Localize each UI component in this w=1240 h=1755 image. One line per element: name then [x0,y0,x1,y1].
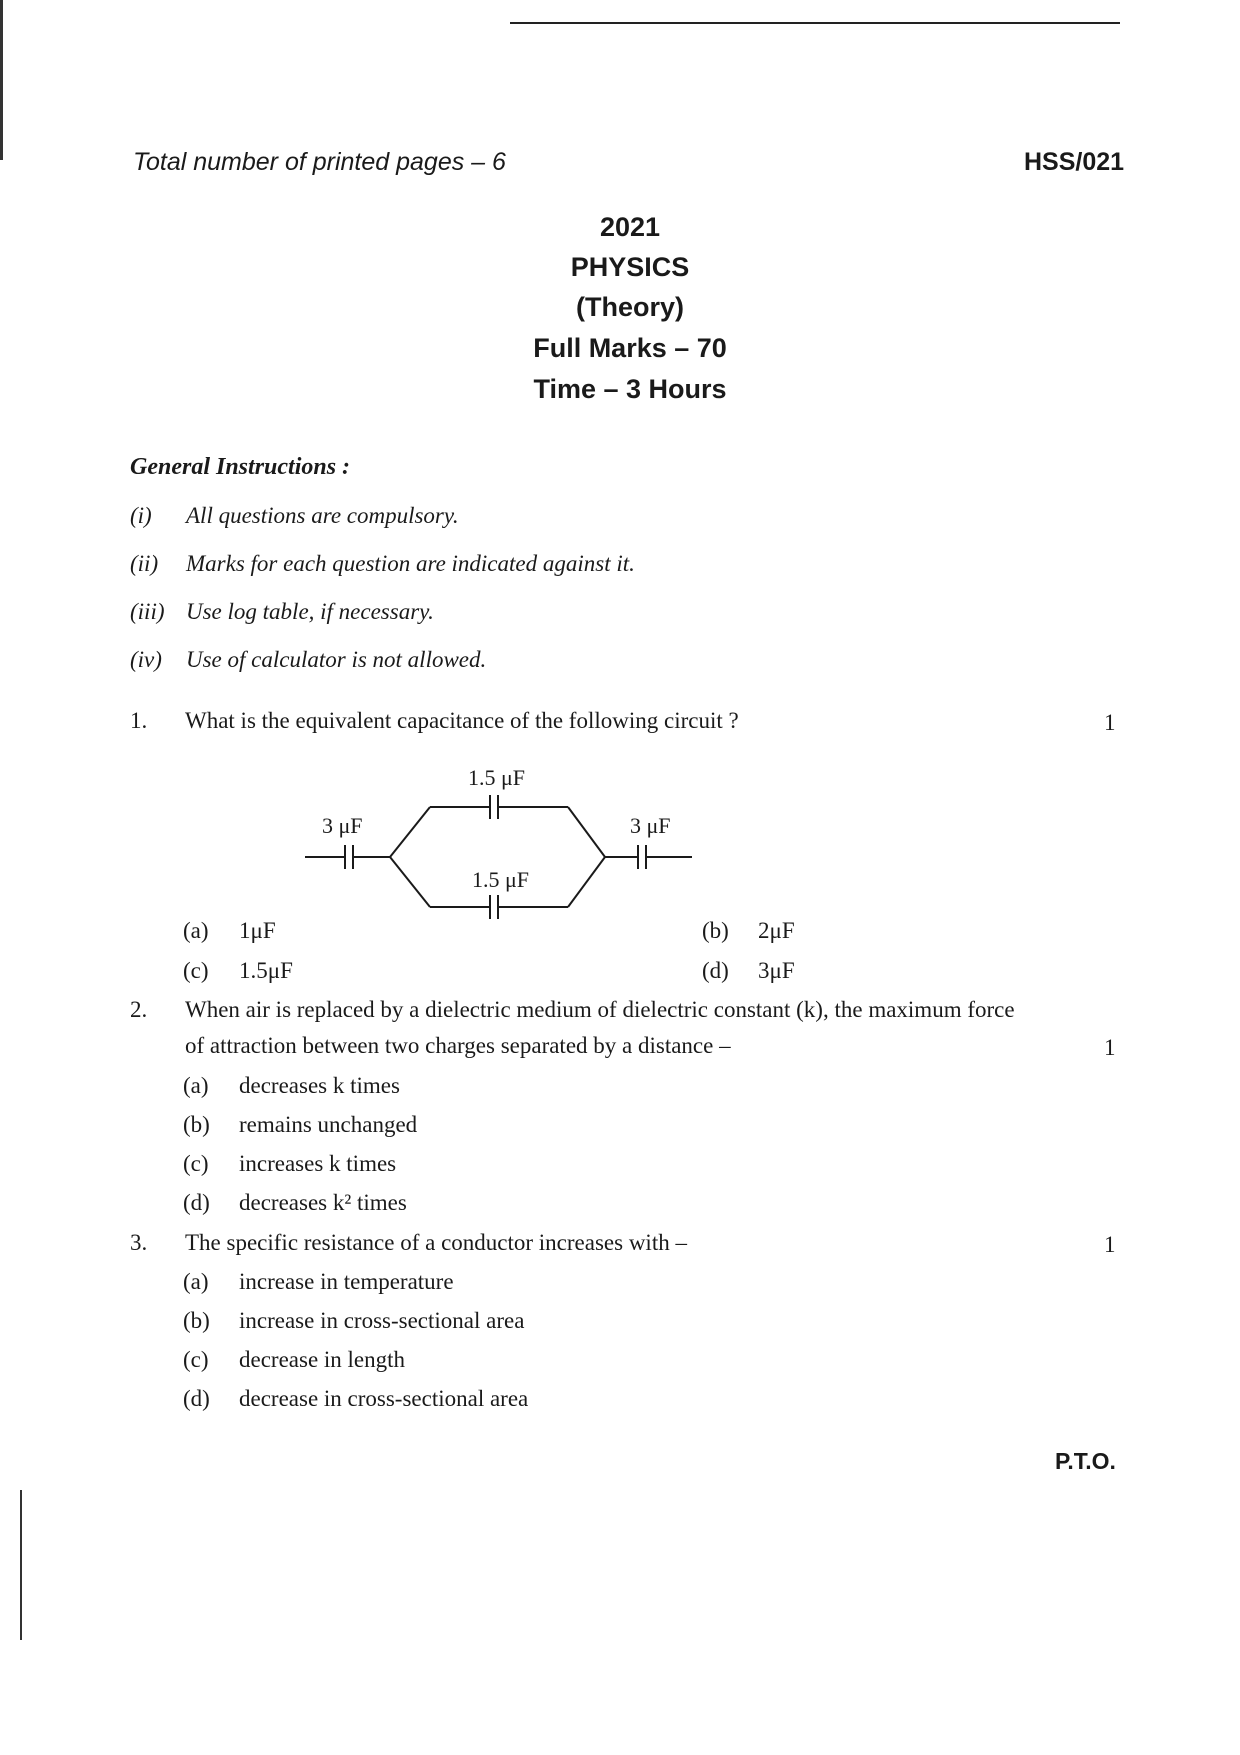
instruction-number: (ii) [130,551,159,576]
question-2-marks: 1 [1104,1035,1116,1060]
question-2-option-c [183,1151,396,1177]
question-3-text: The specific resistance of a conductor increases with – [185,1230,687,1255]
question-3-option-b [183,1308,524,1334]
top-rule [510,22,1120,24]
capacitor-circuit-diagram [300,755,700,935]
question-1-number: 1. [130,708,148,733]
instruction-item [130,647,486,673]
scan-bracket-mark [20,1490,22,1640]
question-2-option-d [183,1190,407,1216]
option-text: 3μF [758,958,795,983]
option-text: decreases k times [239,1073,400,1098]
option-label: (b) [183,1308,210,1333]
option-text: increase in temperature [239,1269,454,1294]
question-3-option-a [183,1269,454,1295]
label-left-capacitor: 3 μF [322,813,363,838]
question-3-marks: 1 [1104,1232,1116,1257]
question-1-option-d [702,958,795,984]
option-label: (c) [183,1347,209,1372]
option-text: increase in cross-sectional area [239,1308,525,1333]
option-label: (d) [183,1190,210,1215]
instruction-text: Marks for each question are indicated against it. [186,551,635,576]
question-2-text-line1: When air is replaced by a dielectric medium of dielectric constant (k), the maximum force [185,997,1015,1022]
option-text: decrease in cross-sectional area [239,1386,529,1411]
exam-time: Time – 3 Hours [533,374,727,404]
option-label: (c) [183,1151,209,1176]
option-label: (d) [702,958,729,983]
instruction-number: (iii) [130,599,165,624]
question-2-option-a [183,1073,400,1099]
instruction-text: All questions are compulsory. [186,503,459,528]
option-label: (d) [183,1386,210,1411]
instruction-number: (iv) [130,647,162,672]
question-2-text-line2: of attraction between two charges separated by a distance – [185,1033,731,1058]
instruction-item [130,503,459,529]
option-text: decrease in length [239,1347,406,1372]
exam-year: 2021 [599,212,661,242]
option-label: (a) [183,1073,209,1098]
option-text: 1.5μF [239,958,293,983]
option-label: (a) [183,918,209,943]
full-marks: Full Marks – 70 [533,333,727,363]
instruction-number: (i) [130,503,152,528]
label-top-capacitor: 1.5 μF [468,765,526,790]
question-3-number: 3. [130,1230,148,1255]
option-text: 1μF [239,918,276,943]
question-3-option-c [183,1347,405,1373]
label-right-capacitor: 3 μF [630,813,671,838]
question-1-option-a [183,918,276,944]
option-label: (b) [183,1112,210,1137]
printed-pages-note: Total number of printed pages – 6 [133,148,506,176]
paper-type: (Theory) [576,292,684,322]
question-1-option-c [183,958,293,984]
question-1-text: What is the equivalent capacitance of the following circuit ? [185,708,739,733]
option-label: (c) [183,958,209,983]
instruction-text: Use of calculator is not allowed. [186,647,487,672]
question-3-option-d [183,1386,528,1412]
option-text: decreases k² times [239,1190,407,1215]
paper-code: HSS/021 [1024,148,1125,176]
exam-subject: PHYSICS [570,252,690,282]
scan-edge-mark [0,0,3,160]
question-1-marks: 1 [1104,710,1116,735]
instructions-title: General Instructions : [130,454,351,480]
question-2-option-b [183,1112,417,1138]
label-bottom-capacitor: 1.5 μF [472,867,530,892]
option-label: (b) [702,918,729,943]
option-label: (a) [183,1269,209,1294]
instruction-item [130,551,635,577]
question-2-number: 2. [130,997,148,1022]
option-text: 2μF [758,918,795,943]
instruction-text: Use log table, if necessary. [186,599,434,624]
option-text: increases k times [239,1151,397,1176]
question-1-option-b [702,918,795,944]
option-text: remains unchanged [239,1112,418,1137]
please-turn-over: P.T.O. [1055,1448,1116,1474]
instruction-item [130,599,434,625]
